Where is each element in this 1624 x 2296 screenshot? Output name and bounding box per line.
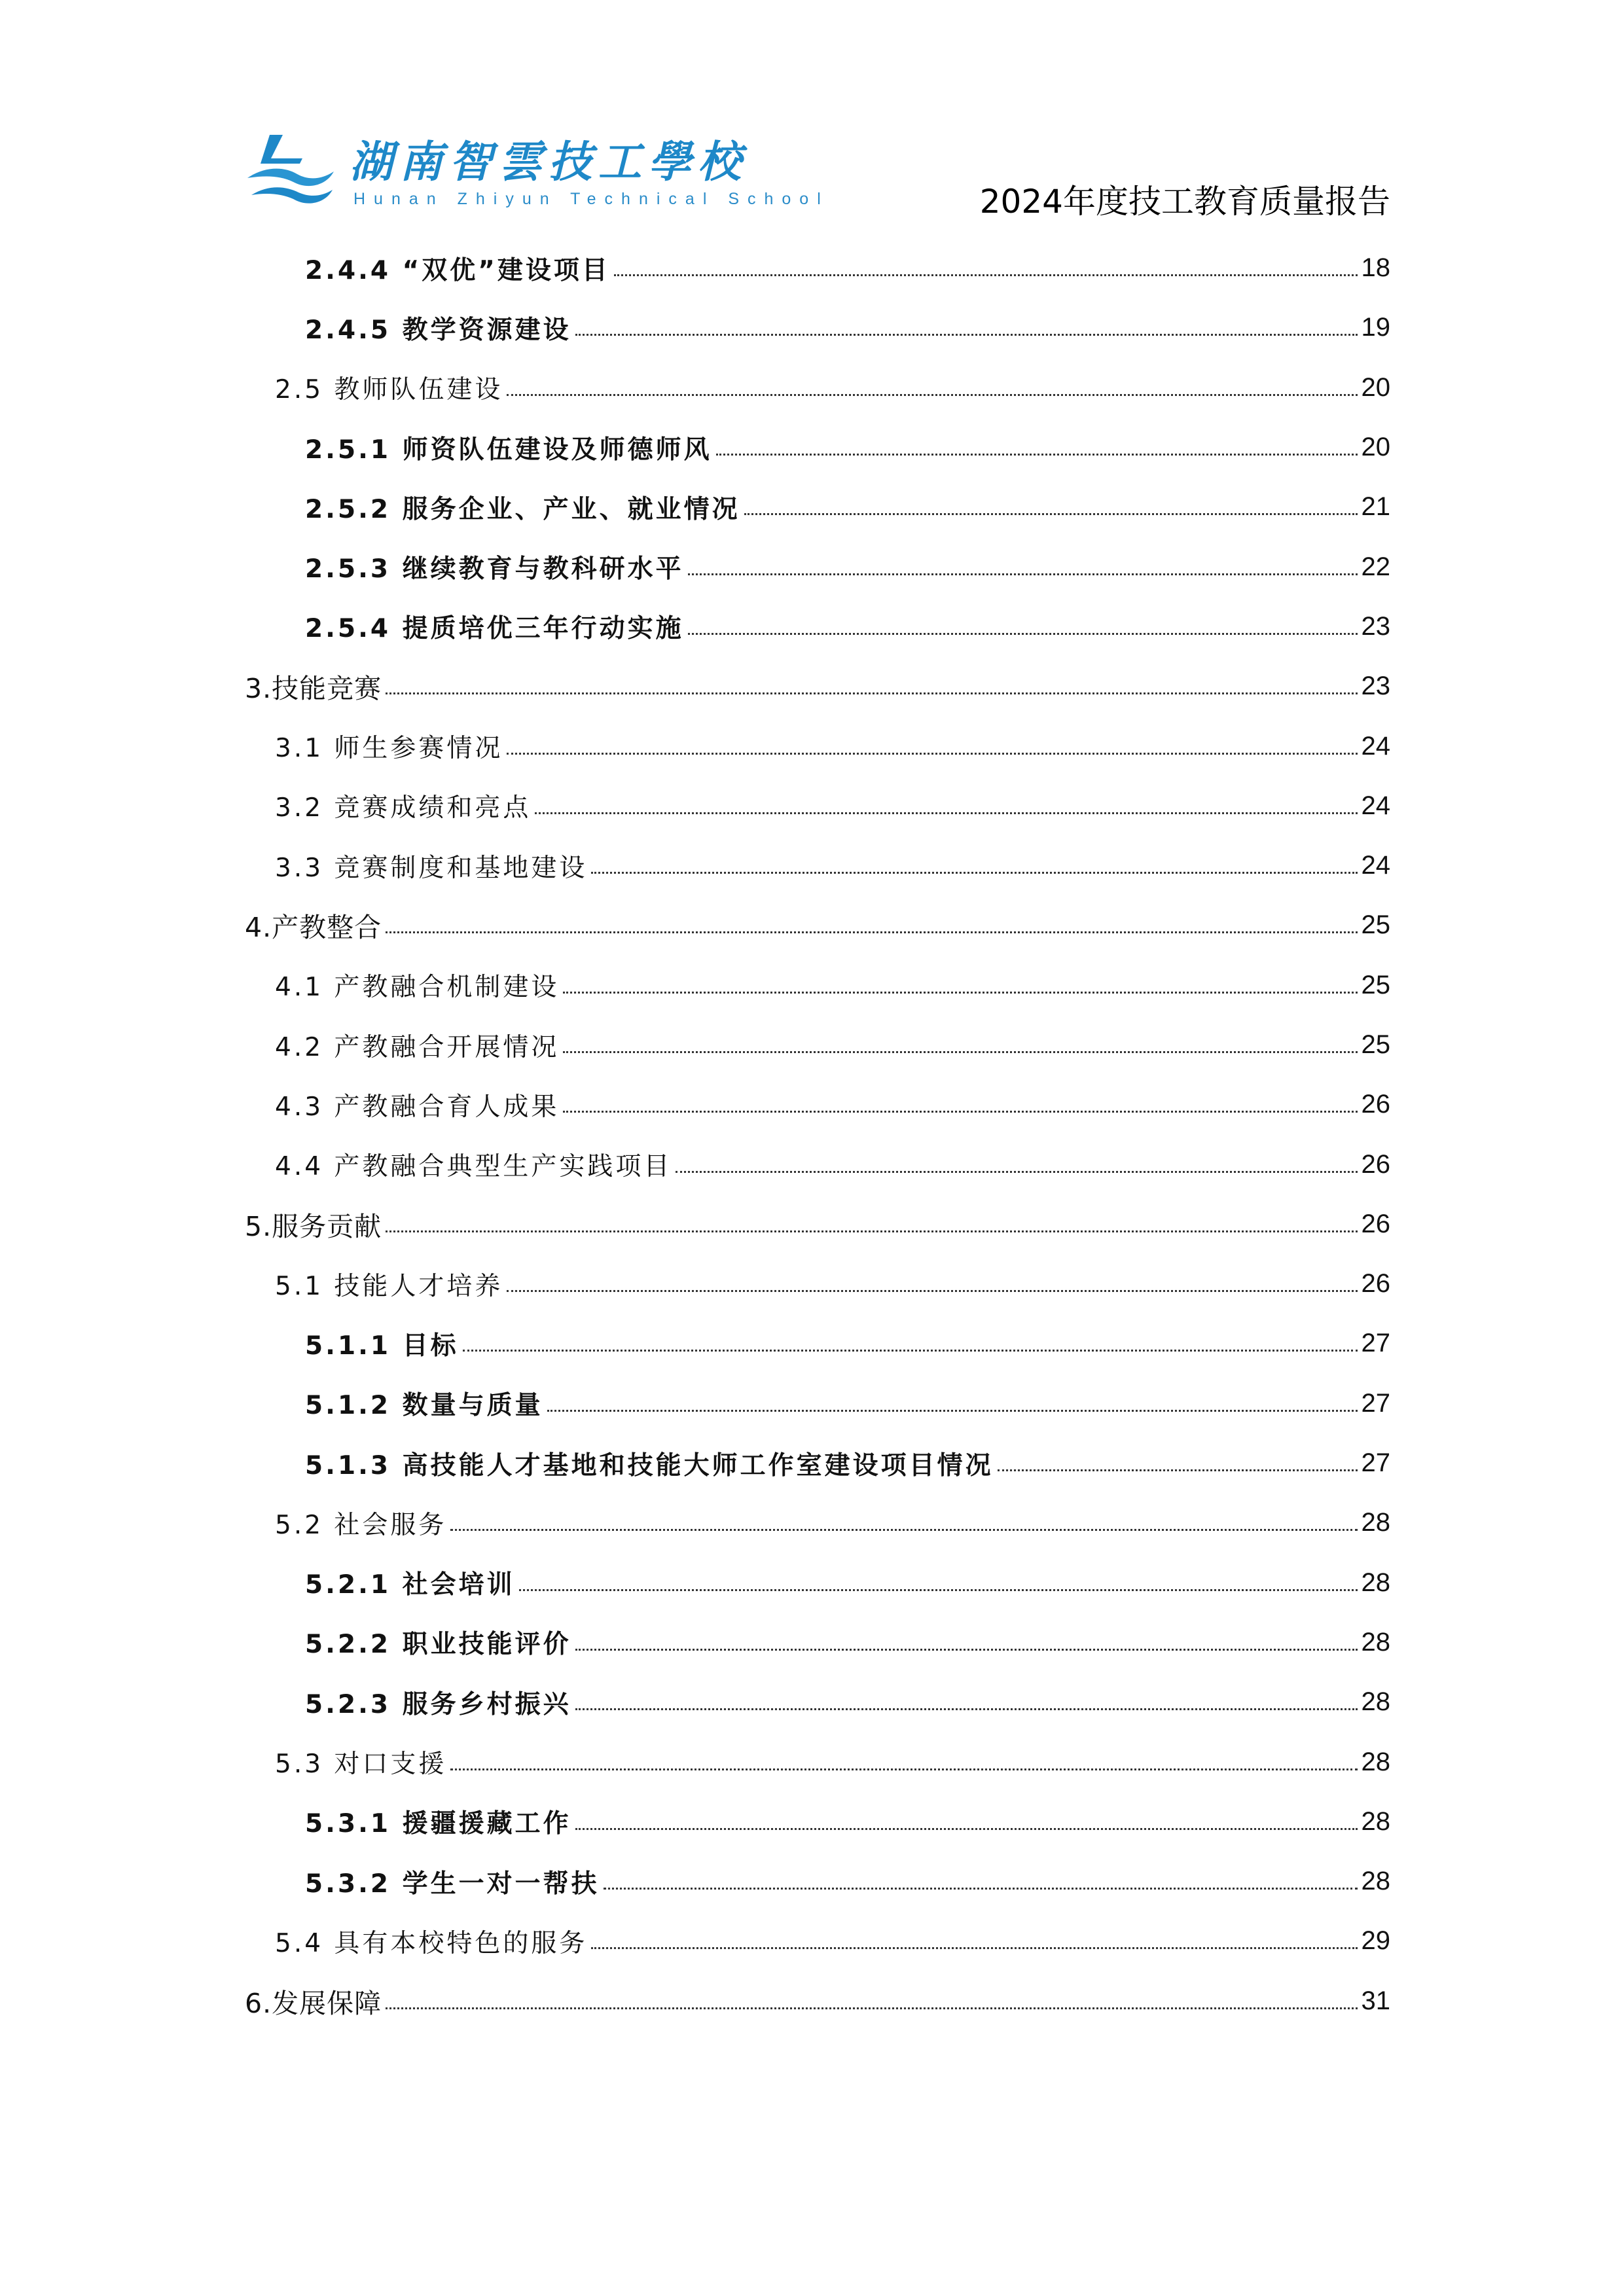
toc-entry-label: 4.4 产教融合典型生产实践项目 — [275, 1152, 672, 1182]
toc-leader-dots — [591, 1947, 1357, 1949]
toc-entry-page-number: 24 — [1361, 851, 1390, 880]
toc-entry-label: 2.4.4 “双优”建设项目 — [305, 255, 610, 285]
toc-entry-page-number: 18 — [1361, 253, 1390, 283]
toc-entry-label: 4.3 产教融合育人成果 — [275, 1092, 560, 1122]
toc-entry-page-number: 21 — [1361, 492, 1390, 522]
toc-entry-page-number: 28 — [1361, 1806, 1390, 1836]
wave-school-logo-icon — [245, 130, 336, 208]
toc-leader-dots — [614, 274, 1358, 276]
school-name-cn: 湖南智雲技工學校 — [350, 136, 748, 187]
toc-entry[interactable] — [245, 1971, 1390, 2031]
toc-entry[interactable] — [245, 298, 1390, 357]
report-title: 2024年度技工教育质量报告 — [979, 183, 1390, 221]
toc-entry-page-number: 26 — [1361, 1090, 1390, 1119]
toc-entry-page-number: 23 — [1361, 611, 1390, 641]
toc-entry[interactable] — [245, 1254, 1390, 1314]
toc-entry[interactable] — [245, 1672, 1390, 1732]
toc-entry-label: 2.5.1 师资队伍建设及师德师风 — [305, 435, 712, 465]
toc-entry[interactable] — [245, 597, 1390, 656]
toc-entry-label: 5.2.3 服务乡村振兴 — [305, 1689, 571, 1719]
toc-leader-dots — [507, 394, 1357, 396]
toc-entry[interactable] — [245, 1374, 1390, 1433]
toc-entry[interactable] — [245, 418, 1390, 477]
toc-leader-dots — [519, 1589, 1358, 1591]
toc-entry-label: 3.技能竞赛 — [245, 673, 382, 705]
toc-entry-page-number: 25 — [1361, 970, 1390, 999]
toc-leader-dots — [450, 1768, 1357, 1770]
toc-entry-label: 3.3 竞赛制度和基地建设 — [275, 853, 588, 883]
toc-entry-label: 5.3.1 援疆援藏工作 — [305, 1809, 571, 1839]
toc-entry[interactable] — [245, 1493, 1390, 1552]
toc-entry[interactable] — [245, 477, 1390, 537]
toc-entry[interactable] — [245, 776, 1390, 836]
toc-entry-page-number: 27 — [1361, 1329, 1390, 1358]
toc-entry-label: 2.4.5 教学资源建设 — [305, 315, 571, 345]
toc-leader-dots — [744, 513, 1358, 515]
toc-leader-dots — [386, 931, 1357, 933]
toc-entry-page-number: 25 — [1361, 910, 1390, 940]
toc-entry-label: 2.5 教师队伍建设 — [275, 375, 503, 405]
toc-entry-label: 5.1.3 高技能人才基地和技能大师工作室建设项目情况 — [305, 1450, 994, 1480]
toc-leader-dots — [535, 812, 1357, 814]
toc-leader-dots — [563, 1111, 1357, 1113]
toc-entry-page-number: 26 — [1361, 1269, 1390, 1299]
toc-entry-page-number: 24 — [1361, 731, 1390, 761]
toc-leader-dots — [547, 1410, 1358, 1412]
toc-entry[interactable] — [245, 537, 1390, 596]
toc-entry-label: 5.1.1 目标 — [305, 1331, 459, 1361]
toc-leader-dots — [998, 1469, 1358, 1471]
toc-entry-label: 2.5.2 服务企业、产业、就业情况 — [305, 494, 740, 524]
toc-entry-page-number: 20 — [1361, 433, 1390, 462]
toc-entry[interactable] — [245, 956, 1390, 1015]
toc-entry[interactable] — [245, 358, 1390, 418]
toc-entry-page-number: 28 — [1361, 1867, 1390, 1896]
toc-entry-page-number: 22 — [1361, 552, 1390, 581]
toc-entry-page-number: 23 — [1361, 672, 1390, 701]
toc-entry-page-number: 27 — [1361, 1448, 1390, 1478]
toc-leader-dots — [463, 1350, 1358, 1352]
toc-leader-dots — [575, 1708, 1358, 1710]
toc-entry[interactable] — [245, 1075, 1390, 1134]
toc-entry-label: 5.2.2 职业技能评价 — [305, 1630, 571, 1660]
school-name-en: Hunan Zhiyun Technical School — [353, 190, 829, 208]
toc-leader-dots — [507, 1290, 1357, 1292]
toc-entry[interactable] — [245, 1553, 1390, 1613]
toc-entry-label: 5.4 具有本校特色的服务 — [275, 1928, 588, 1958]
toc-entry[interactable] — [245, 1015, 1390, 1075]
toc-entry[interactable] — [245, 1792, 1390, 1852]
toc-entry[interactable] — [245, 1732, 1390, 1791]
toc-entry-label: 4.产教整合 — [245, 912, 382, 944]
toc-entry-page-number: 27 — [1361, 1388, 1390, 1418]
toc-leader-dots — [575, 334, 1358, 336]
toc-entry[interactable] — [245, 716, 1390, 776]
toc-entry[interactable] — [245, 1433, 1390, 1493]
toc-leader-dots — [563, 1051, 1357, 1053]
toc-leader-dots — [386, 692, 1357, 694]
toc-entry-label: 5.2.1 社会培训 — [305, 1570, 515, 1600]
toc-entry-page-number: 19 — [1361, 313, 1390, 342]
toc-entry-page-number: 24 — [1361, 791, 1390, 820]
toc-entry-label: 5.1 技能人才培养 — [275, 1271, 503, 1301]
toc-leader-dots — [591, 872, 1357, 874]
toc-entry-page-number: 25 — [1361, 1030, 1390, 1059]
toc-entry-label: 2.5.4 提质培优三年行动实施 — [305, 614, 684, 644]
toc-entry[interactable] — [245, 238, 1390, 298]
toc-entry[interactable] — [245, 1613, 1390, 1672]
toc-leader-dots — [386, 1230, 1357, 1232]
toc-leader-dots — [688, 633, 1358, 635]
toc-entry-label: 5.3.2 学生一对一帮扶 — [305, 1869, 600, 1899]
toc-entry-page-number: 20 — [1361, 372, 1390, 402]
toc-leader-dots — [450, 1529, 1357, 1531]
toc-entry[interactable] — [245, 1134, 1390, 1194]
toc-entry-label: 6.发展保障 — [245, 1987, 382, 2019]
toc-entry-page-number: 28 — [1361, 1687, 1390, 1717]
toc-entry-page-number: 26 — [1361, 1149, 1390, 1179]
toc-leader-dots — [716, 454, 1358, 456]
table-of-contents — [245, 238, 1390, 2031]
toc-entry[interactable] — [245, 1911, 1390, 1971]
toc-entry-label: 5.3 对口支援 — [275, 1749, 447, 1780]
toc-entry[interactable] — [245, 656, 1390, 716]
toc-entry[interactable] — [245, 895, 1390, 955]
toc-leader-dots — [575, 1649, 1358, 1651]
toc-entry-label: 4.1 产教融合机制建设 — [275, 973, 560, 1003]
toc-entry-label: 5.2 社会服务 — [275, 1510, 447, 1540]
toc-leader-dots — [563, 992, 1357, 994]
toc-entry-label: 3.1 师生参赛情况 — [275, 734, 503, 764]
toc-entry-page-number: 28 — [1361, 1568, 1390, 1597]
toc-entry[interactable] — [245, 836, 1390, 895]
toc-entry-label: 2.5.3 继续教育与教科研水平 — [305, 554, 684, 584]
toc-leader-dots — [604, 1888, 1358, 1890]
page-header — [245, 126, 1390, 224]
toc-entry[interactable] — [245, 1314, 1390, 1373]
toc-leader-dots — [676, 1171, 1357, 1173]
toc-entry[interactable] — [245, 1194, 1390, 1254]
toc-entry-label: 5.服务贡献 — [245, 1210, 382, 1242]
toc-entry-label: 5.1.2 数量与质量 — [305, 1391, 543, 1421]
toc-entry-label: 3.2 竞赛成绩和亮点 — [275, 793, 532, 823]
toc-entry-page-number: 26 — [1361, 1209, 1390, 1238]
toc-entry-page-number: 28 — [1361, 1747, 1390, 1776]
toc-entry[interactable] — [245, 1852, 1390, 1911]
toc-leader-dots — [386, 2007, 1357, 2009]
toc-entry-label: 4.2 产教融合开展情况 — [275, 1032, 560, 1062]
toc-leader-dots — [507, 753, 1357, 755]
toc-entry-page-number: 28 — [1361, 1508, 1390, 1537]
toc-leader-dots — [575, 1828, 1358, 1830]
toc-entry-page-number: 28 — [1361, 1627, 1390, 1657]
toc-entry-page-number: 29 — [1361, 1926, 1390, 1956]
toc-entry-page-number: 31 — [1361, 1986, 1390, 2015]
toc-leader-dots — [688, 573, 1358, 575]
